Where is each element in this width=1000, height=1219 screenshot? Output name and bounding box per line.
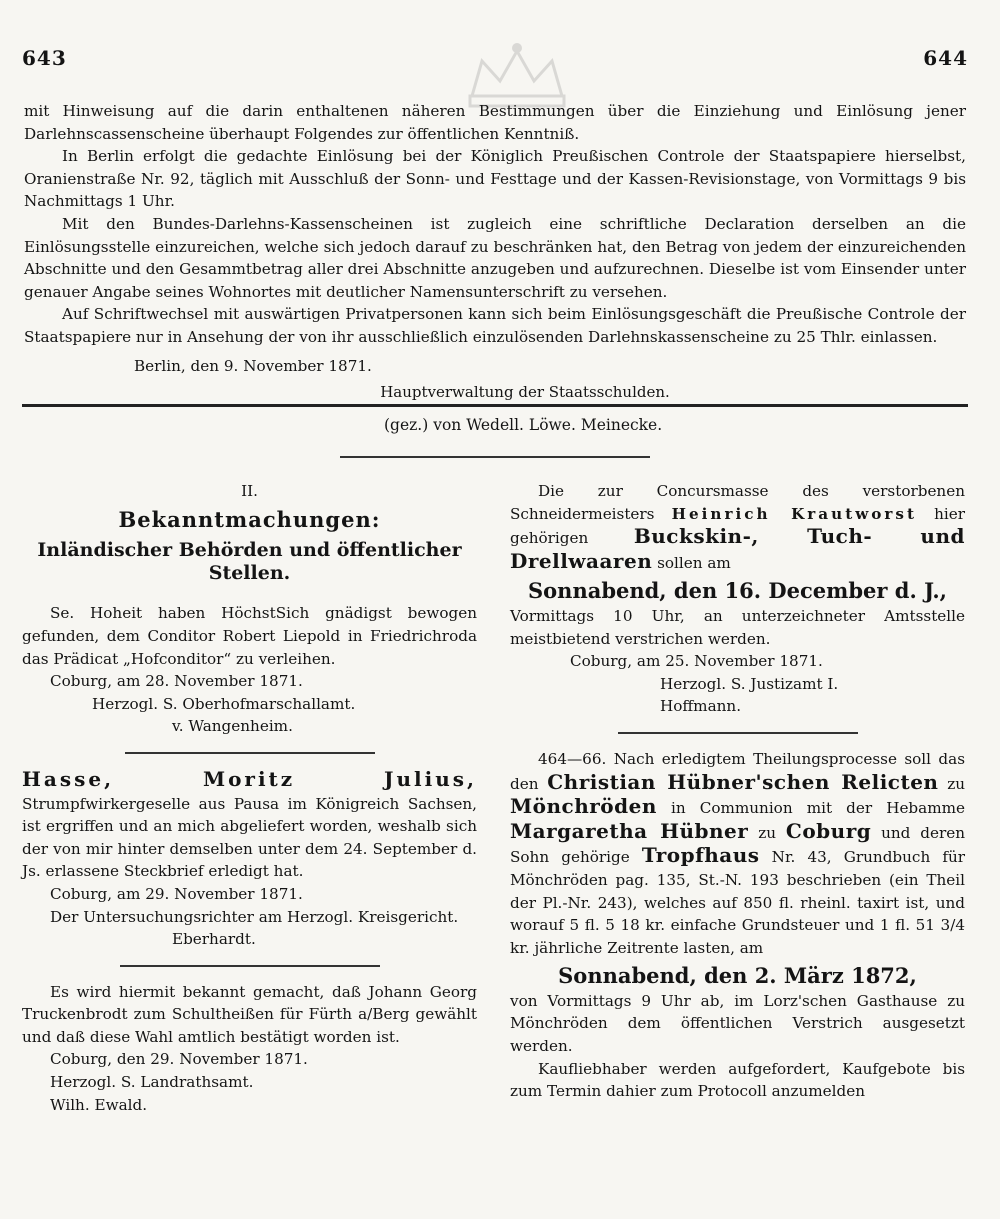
notice-hofconditor-signer: v. Wangenheim. — [172, 717, 293, 736]
notice-schultheiss-date: Coburg, den 29. November 1871. — [50, 1050, 308, 1069]
notice-concurs-signer: Hoffmann. — [660, 697, 742, 716]
notice-huebner-text5: Nr. 43, Grundbuch für Mönchröden pag. 135, St.-N. 193 beschrieben (ein Theil der Pl.-Nr. 243), welches auf 850 fl. rheinl. taxirt ist, und worauf 5 fl. 5 18 kr. einfache Grundsteuer und 1 fl. 51 3/4 kr. jährliche Zeitrente lasten, am — [510, 848, 966, 957]
notice-huebner-text2: in Communion mit der Hebamme — [670, 799, 965, 818]
right-column — [510, 480, 965, 1103]
notice-steckbrief-body — [22, 768, 477, 883]
notice-huebner-place1: Mönchröden — [510, 794, 657, 819]
top-authority: Hauptverwaltung der Staatsschulden. — [380, 383, 670, 402]
top-paragraph-3: Mit den Bundes-Darlehns-Kassenscheinen ist zugleich eine schriftliche Declaration derselben an die Einlösungsstelle einzureichen, welche sich jedoch darauf zu beschränken hat, den Betrag von jedem der einzureichenden Abschnitte und den Gesammtbetrag aller drei Abschnitte anzugeben und aufzurechnen. Dieselbe ist vom Einsender unter genauer Angabe seines Wohnortes mit deutlicher Namensunterschrift zu versehen. — [24, 214, 966, 301]
notice-huebner-text1: zu — [947, 774, 965, 793]
notice-huebner-name2: Margaretha Hübner — [510, 818, 749, 843]
top-paragraph-1: mit Hinweisung auf die darin enthaltenen näheren Bestimmungen über die Einziehung und Einlösung jener Darlehnscassenscheine überhaupt Folgendes zur öffentlichen Kenntniß. — [24, 102, 966, 143]
notice-concurs-office: Herzogl. S. Justizamt I. — [660, 674, 839, 693]
notice-concurs-text2: sollen am — [657, 553, 731, 572]
notice-huebner-body — [510, 748, 965, 959]
notice-concurs-details: Vormittags 10 Uhr, an unterzeichneter Amtsstelle meistbietend verstrichen werden. — [510, 606, 965, 648]
notice-concurs-intro: Die zur Concursmasse des verstorbenen Schneidermeisters — [510, 482, 965, 523]
notice-steckbrief-date: Coburg, am 29. November 1871. — [50, 884, 303, 903]
notice-schultheiss-signer: Wilh. Ewald. — [50, 1095, 148, 1114]
notice-divider — [125, 752, 375, 754]
notice-steckbrief-name: Hasse, Moritz Julius, — [22, 766, 477, 791]
top-article — [24, 100, 966, 404]
notice-steckbrief-office: Der Untersuchungsrichter am Herzogl. Kreisgericht. — [50, 907, 459, 926]
notice-huebner-place2: Coburg — [785, 818, 872, 843]
page-number-right: 644 — [923, 46, 968, 70]
notice-concurs-body — [510, 480, 965, 574]
top-signatories: (gez.) von Wedell. Löwe. Meinecke. — [384, 416, 663, 434]
notice-schultheiss-text: Es wird hiermit bekannt gemacht, daß Johann Georg Truckenbrodt zum Schultheißen für Fürth a/Berg gewählt und daß diese Wahl amtlich bestätigt worden ist. — [22, 982, 477, 1046]
notice-concurs-text1: hier gehörigen — [510, 504, 966, 548]
section-number: II. — [241, 482, 258, 500]
notice-divider — [618, 732, 858, 734]
notice-huebner-auction-date: Sonnabend, den 2. März 1872, — [558, 963, 917, 989]
notice-huebner-text3: zu — [758, 823, 777, 842]
left-column — [22, 480, 477, 1116]
notice-huebner-call: Kaufliebhaber werden aufgefordert, Kaufgebote bis zum Termin dahier zum Protocoll anzumelden — [510, 1059, 965, 1101]
section-subheading: Inländischer Behörden und öffentlicher Stellen. — [37, 539, 462, 584]
top-paragraph-4: Auf Schriftwechsel mit auswärtigen Privatpersonen kann sich beim Einlösungsgeschäft die Preußische Controle der Staatspapiere nur in Ansehung der von ihr ausschließlich einzulösenden Darlehnskassenscheine zu 25 Thlr. einlassen. — [24, 305, 966, 346]
notice-huebner-name1: Christian Hübner'schen Relicten — [547, 769, 939, 794]
section-heading: Bekanntmachungen: — [118, 506, 381, 532]
notice-hofconditor-text: Se. Hoheit haben HöchstSich gnädigst bewogen gefunden, dem Conditor Robert Liepold in Friedrichroda das Prädicat „Hofconditor“ zu verleihen. — [22, 604, 477, 668]
notice-huebner-details: von Vormittags 9 Uhr ab, im Lorz'schen Gasthause zu Mönchröden dem öffentlichen Verstrich ausgesetzt werden. — [510, 991, 965, 1056]
notice-huebner-text4: und deren Sohn gehörige — [510, 823, 966, 867]
notice-concurs-date: Coburg, am 25. November 1871. — [570, 652, 823, 671]
column-top-rule — [340, 456, 650, 458]
notice-huebner-property: Tropfhaus — [641, 843, 760, 868]
notice-steckbrief-signer: Eberhardt. — [172, 930, 256, 949]
section-divider — [22, 404, 968, 407]
notice-hofconditor-office: Herzogl. S. Oberhofmarschallamt. — [92, 694, 356, 713]
notice-divider — [120, 965, 380, 967]
notice-concurs-auction-date: Sonnabend, den 16. December d. J., — [528, 578, 947, 604]
notice-concurs-goods: Buckskin-, Tuch- und Drellwaaren — [510, 524, 966, 573]
top-dateline: Berlin, den 9. November 1871. — [134, 356, 372, 375]
top-paragraph-2: In Berlin erfolgt die gedachte Einlösung bei der Königlich Preußischen Controle der Staatspapiere hierselbst, Oranienstraße Nr. 92, täglich mit Ausschluß der Sonn- und Festtage und der Kassen-Revisionstage, von Vormittags 9 bis Nachmittags 1 Uhr. — [24, 147, 966, 211]
notice-schultheiss-office: Herzogl. S. Landrathsamt. — [50, 1073, 254, 1092]
notice-concurs-name: Heinrich Krautworst — [671, 504, 917, 523]
notice-huebner-number: 464—66. Nach erledigtem Theilungsprocesse soll das den — [510, 749, 965, 793]
notice-steckbrief-text: Strumpfwirkergeselle aus Pausa im Königreich Sachsen, ist ergriffen und an mich abgeliefert worden, weshalb sich der von mir hinter demselben unter dem 24. September d. Js. erlassene Steckbrief erledigt hat. — [22, 794, 477, 881]
page-number-left: 643 — [22, 46, 67, 70]
notice-hofconditor-date: Coburg, am 28. November 1871. — [50, 672, 303, 691]
